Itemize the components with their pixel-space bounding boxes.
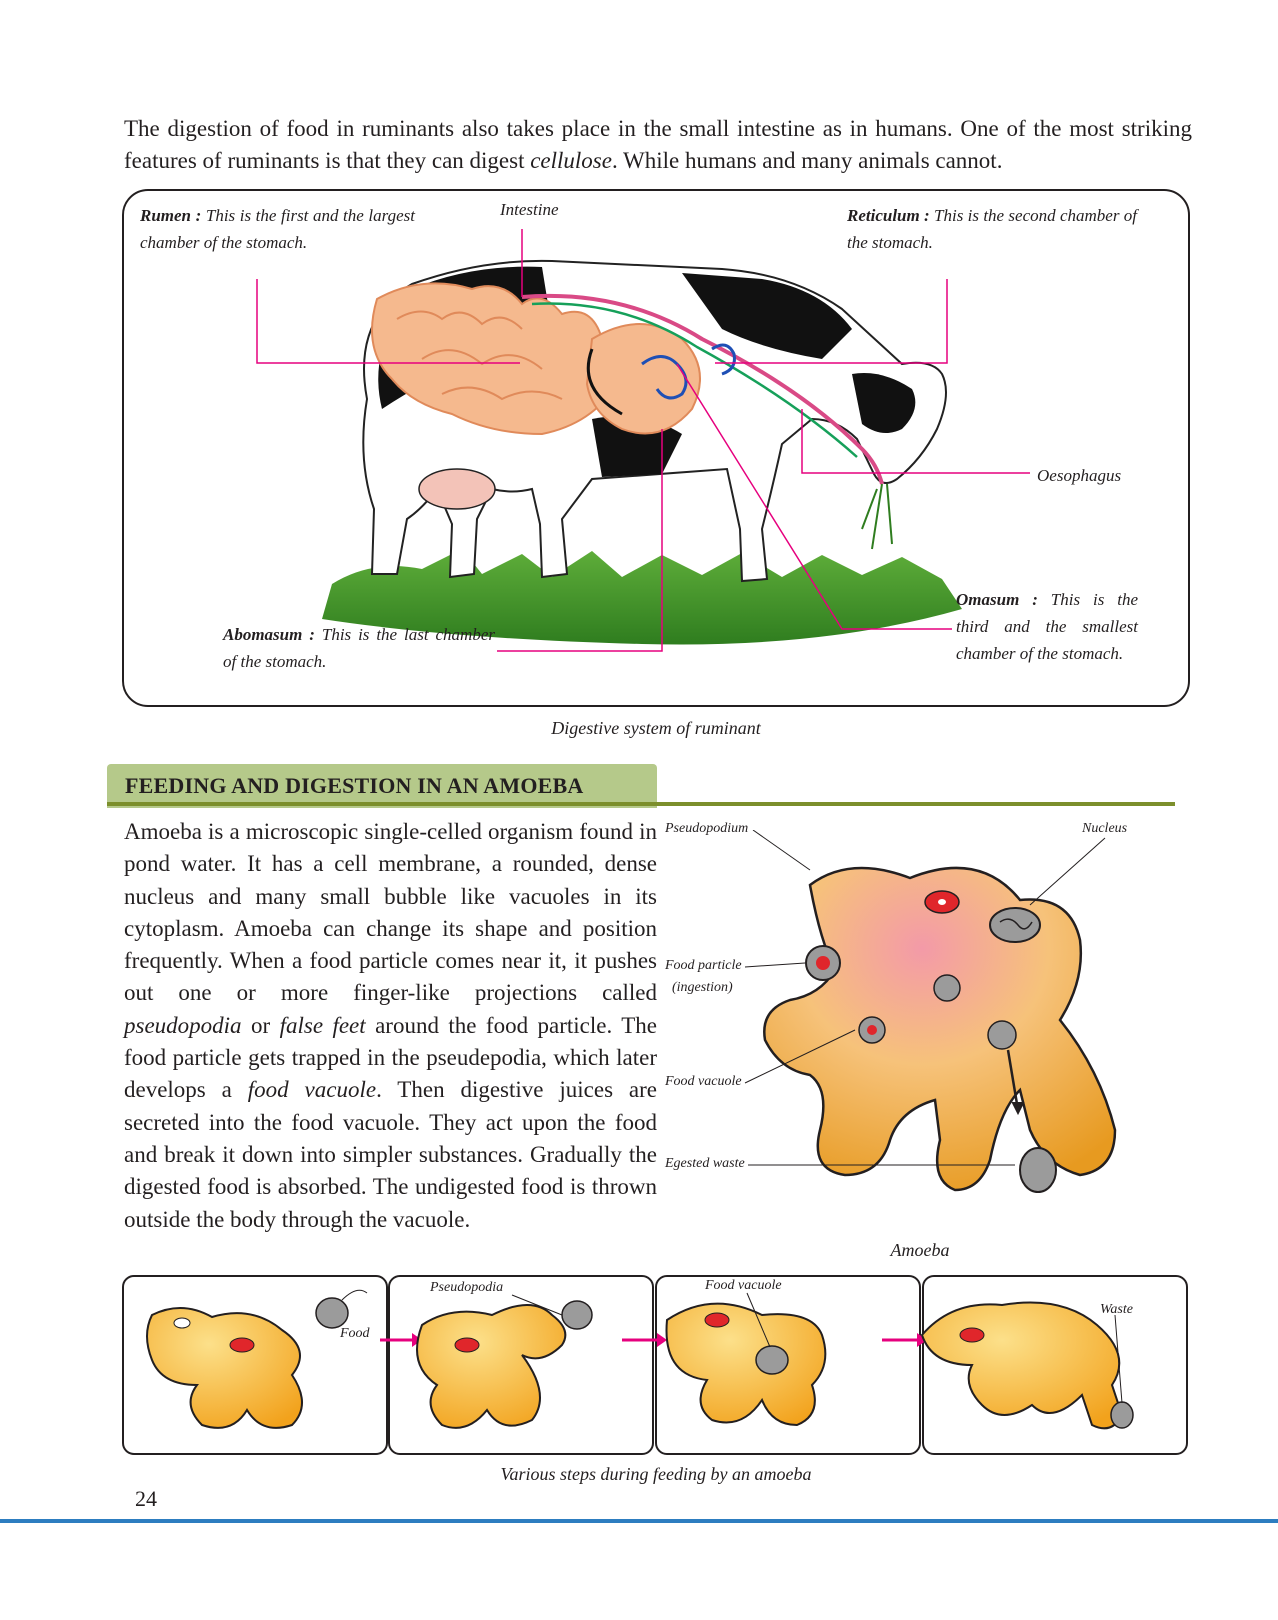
amoeba-italic-1: pseudopodia xyxy=(124,1012,242,1038)
arrow-2-head xyxy=(657,1333,667,1347)
steps-caption: Various steps during feeding by an amoeba xyxy=(500,1464,812,1484)
label-oesophagus: Oesophagus xyxy=(1037,466,1122,485)
footer-rule xyxy=(0,1519,1278,1523)
label-food-vacuole: Food vacuole xyxy=(665,1074,742,1089)
nucleus-shape xyxy=(990,908,1040,942)
vacuole-highlight xyxy=(938,899,946,905)
label-food-particle: Food particle xyxy=(665,958,742,973)
reticulum-term: Reticulum : xyxy=(847,206,930,225)
amoeba-body xyxy=(764,868,1115,1190)
label-nucleus: Nucleus xyxy=(1082,821,1128,836)
label-omasum xyxy=(956,586,1138,667)
step1-vacuole xyxy=(174,1318,190,1328)
label-pseudopodium: Pseudopodium xyxy=(665,821,749,836)
amoeba-text-4: . Then digestive juices are secreted into the food vacuole. They act upon the food and break it down into simpler substances. Gradually the digested food is absorbed. The undigested food is thrown outside the body through the vacuole. xyxy=(124,1077,658,1232)
label-egested-waste: Egested waste xyxy=(665,1156,745,1171)
label-intestine: Intestine xyxy=(500,200,559,219)
food-vacuole-core xyxy=(867,1025,877,1035)
step2-food xyxy=(562,1301,592,1329)
label-food: Food xyxy=(340,1326,370,1341)
digesting-vacuole xyxy=(934,975,960,1001)
abomasum-term: Abomasum : xyxy=(223,625,315,644)
intro-text-1: The digestion of food in ruminants also takes place in the small intestine as in humans. One of the most striking features of ruminants is that they can digest xyxy=(124,116,1192,173)
step4-amoeba xyxy=(922,1303,1122,1429)
omasum-term: Omasum : xyxy=(956,590,1038,609)
label-abomasum xyxy=(223,621,495,675)
amoeba-paragraph xyxy=(124,816,657,1236)
step1-food-tail xyxy=(342,1290,367,1300)
label-waste: Waste xyxy=(1100,1302,1133,1317)
step2-nucleus xyxy=(455,1338,479,1352)
amoeba-caption: Amoeba xyxy=(890,1240,950,1260)
step1-nucleus xyxy=(230,1338,254,1352)
label-ingestion: (ingestion) xyxy=(672,980,733,995)
step4-waste xyxy=(1111,1402,1133,1428)
feeding-steps-illustration xyxy=(122,1275,1190,1455)
food-particle-core xyxy=(816,956,830,970)
section-heading: FEEDING AND DIGESTION IN AN AMOEBA xyxy=(125,773,584,798)
label-steps-food-vacuole: Food vacuole xyxy=(705,1278,782,1293)
stomach-shape xyxy=(587,324,700,434)
amoeba-illustration xyxy=(660,830,1200,1250)
egested-waste-shape xyxy=(1020,1148,1056,1192)
label-reticulum xyxy=(847,202,1137,256)
label-rumen xyxy=(140,202,415,256)
step3-nucleus xyxy=(705,1313,729,1327)
egestion-arrowhead xyxy=(1012,1102,1024,1114)
intro-paragraph xyxy=(124,113,1192,177)
rumen-desc: This is the first and the largest chamber of the stomach. xyxy=(140,206,416,252)
amoeba-text-2: or xyxy=(241,1012,280,1038)
step3-amoeba xyxy=(667,1304,826,1425)
abomasum-desc: This is the last chamber of the stomach. xyxy=(223,625,495,671)
amoeba-text-1: Amoeba is a microscopic single-celled organism found in pond water. It has a cell membrane, a rounded, dense nucleus and many small bubble like vacuoles in its cytoplasm. Amoeba can change its shape and position frequently. When a food particle comes near it, it pushes out one or more finger-like projections called xyxy=(124,819,657,1006)
step1-food xyxy=(316,1298,348,1328)
step4-nucleus xyxy=(960,1328,984,1342)
page-number: 24 xyxy=(135,1486,157,1511)
reticulum-desc: This is the second chamber of the stomach. xyxy=(847,206,1137,252)
amoeba-italic-3: food vacuole xyxy=(247,1077,377,1103)
amoeba-italic-2: false feet xyxy=(279,1012,366,1038)
omasum-desc: This is the third and the smallest chamber of the stomach. xyxy=(956,590,1138,663)
intro-italic: cellulose xyxy=(530,148,612,173)
rumen-term: Rumen : xyxy=(140,206,202,225)
intro-text-2: . While humans and many animals cannot. xyxy=(611,148,1003,173)
label-pseudopodia: Pseudopodia xyxy=(430,1280,504,1295)
section-rule xyxy=(107,802,1175,806)
cow-udder xyxy=(419,469,495,509)
amoeba-text-3: around the food particle. The food particle gets trapped in the pseudepodia, which later develops a xyxy=(124,1012,657,1103)
grass-in-mouth xyxy=(862,484,892,549)
step3-food-vacuole xyxy=(756,1346,788,1374)
step1-amoeba xyxy=(147,1308,302,1428)
waste-vacuole xyxy=(988,1021,1016,1049)
step2-amoeba xyxy=(417,1305,565,1428)
ruminant-caption: Digestive system of ruminant xyxy=(551,718,761,738)
